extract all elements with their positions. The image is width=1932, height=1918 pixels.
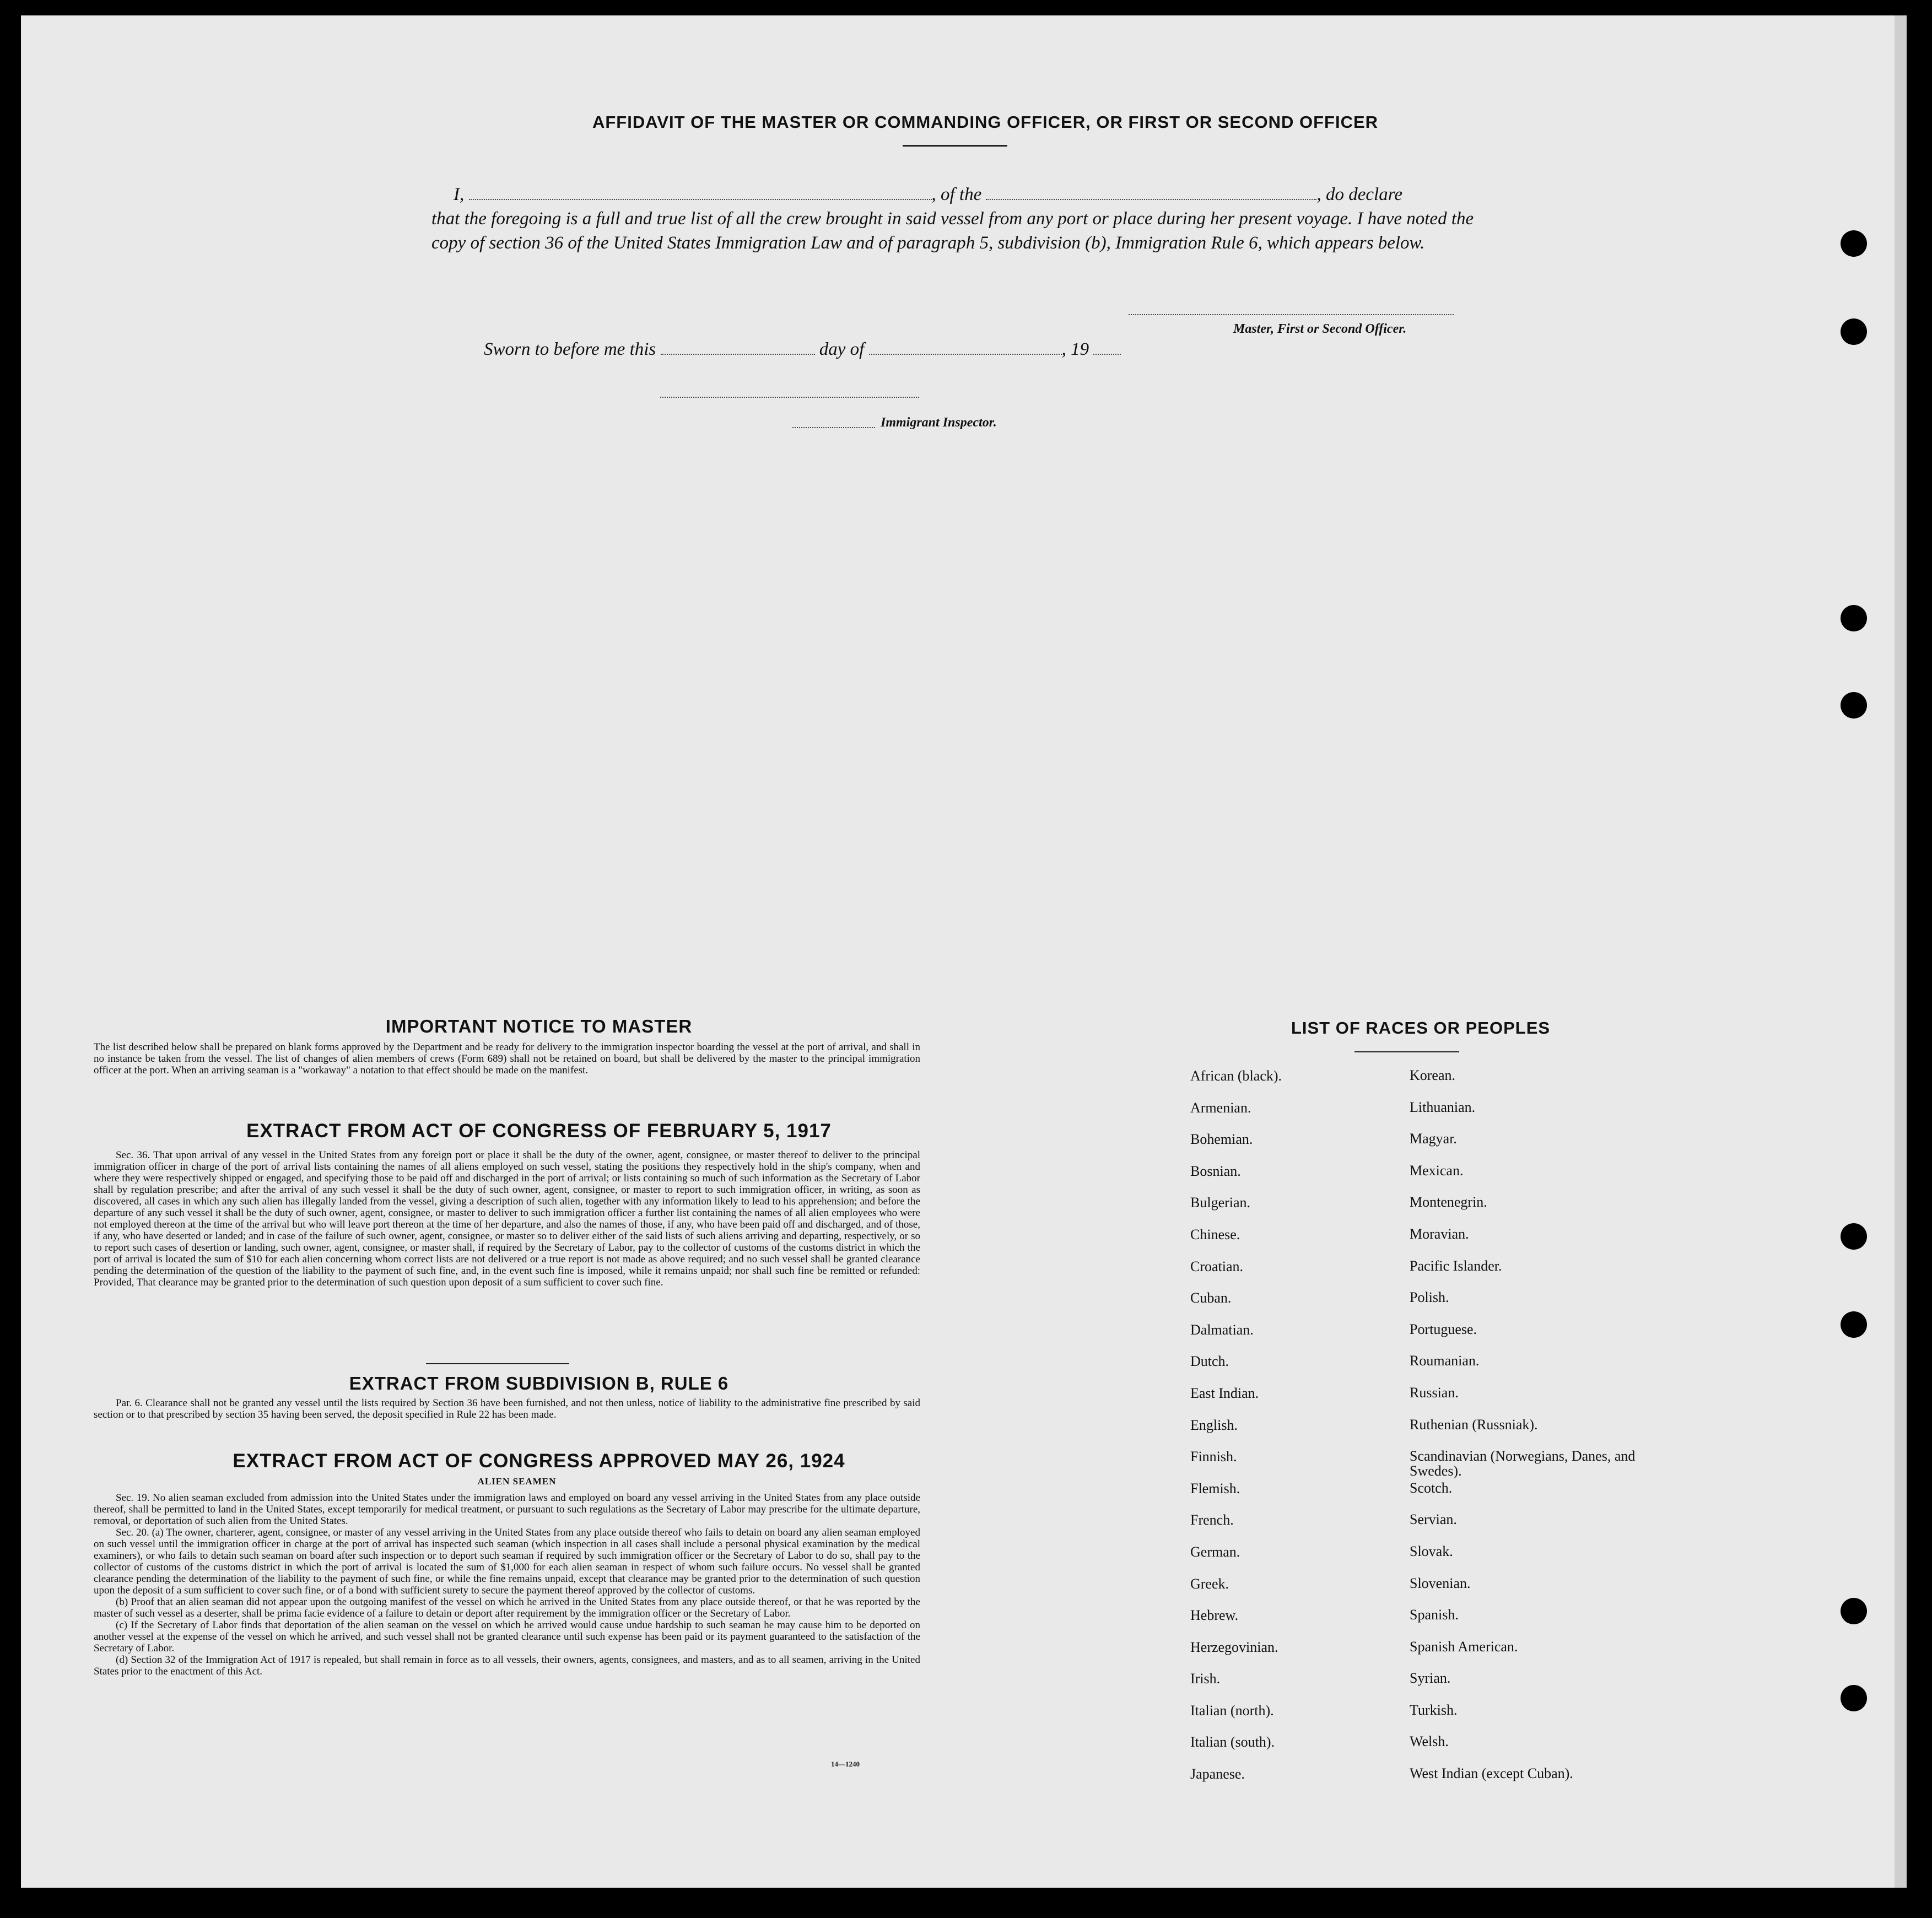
race-left: Hebrew. <box>1190 1607 1239 1624</box>
rule6-title: EXTRACT FROM SUBDIVISION B, RULE 6 <box>349 1373 729 1393</box>
punch-hole <box>1841 230 1867 257</box>
race-left: African (black). <box>1190 1068 1282 1084</box>
race-row <box>1190 1131 1641 1163</box>
page-edge <box>1895 15 1907 1888</box>
race-row <box>1190 1576 1641 1608</box>
race-row <box>1190 1290 1641 1322</box>
extract-1924-body <box>94 1492 920 1677</box>
race-left: Irish. <box>1190 1671 1221 1687</box>
race-row <box>1190 1639 1641 1671</box>
rule6-text: Par. 6. Clearance shall not be granted any vessel until the lists required by Section 36 have been furnished, and not then unless, notice of liability to the administrative fine prescribed by said section or to that prescribed by section 35 having been served, the deposit specified in Rule 22 has been made. <box>94 1397 920 1420</box>
race-right: Ruthenian (Russniak). <box>1410 1416 1538 1433</box>
punch-hole <box>1841 1311 1867 1338</box>
race-left: French. <box>1190 1512 1234 1528</box>
race-row <box>1190 1163 1641 1195</box>
race-right: Welsh. <box>1410 1733 1449 1750</box>
notice-text: The list described below shall be prepared on blank forms approved by the Department and be ready for delivery to the immigration inspector boarding the vessel at the port of arrival, and shall in no instance be taken from the vessel. The list of changes of alien members of crews (Form 689) shall not be retained on board, but shall be delivered by the master to the principal immigration officer at the port. When an arriving seaman is a "workaway" a notation to that effect should be made on the manifest. <box>94 1041 920 1076</box>
punch-hole <box>1841 1223 1867 1250</box>
race-left: Croatian. <box>1190 1258 1244 1274</box>
extract-1917-title: EXTRACT FROM ACT OF CONGRESS OF FEBRUARY 5, 1917 <box>246 1120 832 1142</box>
punch-hole <box>1841 1598 1867 1624</box>
punch-hole <box>1841 1685 1867 1711</box>
race-right: Servian. <box>1410 1511 1457 1528</box>
race-left: Italian (north). <box>1190 1702 1274 1719</box>
race-row <box>1190 1449 1641 1481</box>
notice-title: IMPORTANT NOTICE TO MASTER <box>385 1016 693 1036</box>
year-label: , 19 <box>1061 339 1089 359</box>
race-right: Syrian. <box>1410 1670 1451 1687</box>
race-row <box>1190 1353 1641 1385</box>
race-left: Bohemian. <box>1190 1131 1253 1148</box>
race-right: Russian. <box>1410 1384 1459 1401</box>
race-left: German. <box>1190 1543 1240 1560</box>
race-row <box>1190 1544 1641 1576</box>
sec-20c-paragraph: (c) If the Secretary of Labor finds that deportation of the alien seaman on the vessel on which he arrived would cause undue hardship to such seaman he may cause him to be deported on another vessel at the expense of the vessel on which he arrived, and such vessel shall not be granted clearance until such expense has been paid or its payment guaranteed to the satisfaction of the Secretary of Labor. <box>94 1619 920 1654</box>
inspector-prefix-line[interactable] <box>792 422 875 428</box>
race-right: Slovenian. <box>1410 1575 1471 1591</box>
race-left: Italian (south). <box>1190 1734 1275 1750</box>
month-blank[interactable] <box>869 337 1062 355</box>
of-the-label: , of the <box>931 185 982 204</box>
punch-hole <box>1841 318 1867 345</box>
race-row <box>1190 1385 1641 1417</box>
sworn-line <box>484 337 1255 360</box>
race-left: Bulgerian. <box>1190 1195 1251 1211</box>
race-right: Moravian. <box>1410 1225 1469 1242</box>
sec-20a-paragraph: Sec. 20. (a) The owner, charterer, agent, consignee, or master of any vessel arriving in the United States from any place outside thereof who fails to detain on board any alien seaman employed on such vessel until the immigration officer in charge at the port of arrival has inspected such seaman (which inspection in all cases shall include a personal physical examination by the medical examiners), or who fails to detain such seaman on board after such inspection or to deport such seaman if required by such immigration officer or the Secretary of Labor to do so, shall pay to the collector of customs of the customs district in which the port of arrival is located the sum of $1,000 for each alien seaman in respect of whom such failure occurs. No vessel shall be granted clearance pending the determination of the liability to the payment of such fine, or while the fine remains unpaid, except that clearance may be granted prior to the determination of such question upon the deposit of a sum sufficient to cover such fine, or of a bond with sufficient surety to secure the payment thereof approved by the collector of customs. <box>94 1527 920 1596</box>
race-row <box>1190 1068 1641 1100</box>
day-of-label: day of <box>819 339 865 359</box>
race-left: Herzegovinian. <box>1190 1639 1278 1655</box>
race-left: Dalmatian. <box>1190 1321 1254 1338</box>
race-left: Chinese. <box>1190 1226 1240 1242</box>
alien-seamen-subtitle: ALIEN SEAMEN <box>477 1476 557 1487</box>
race-right: Mexican. <box>1410 1162 1464 1179</box>
race-row <box>1190 1100 1641 1132</box>
races-table <box>1190 1068 1641 1798</box>
race-row <box>1190 1417 1641 1449</box>
master-signature-caption: Master, First or Second Officer. <box>1233 322 1407 336</box>
affidavit-title: AFFIDAVIT OF THE MASTER OR COMMANDING OFFICER, OR FIRST OR SECOND OFFICER <box>592 112 1379 132</box>
punch-hole <box>1841 605 1867 631</box>
race-right: Scandinavian (Norwegians, Danes, and Swedes). <box>1410 1448 1636 1479</box>
race-right: Slovak. <box>1410 1543 1453 1559</box>
name-blank[interactable] <box>469 182 932 200</box>
race-row <box>1190 1671 1641 1703</box>
extract-1917-text: Sec. 36. That upon arrival of any vessel in the United States from any foreign port or place it shall be the duty of the owner, agent, consignee, or master thereof to deliver to the principal immigration officer in charge of the port of arrival lists containing the names of all aliens employed on such vessel, stating the positions they respectively hold in the ship's company, when and where they were respectively shipped or engaged, and specifying those to be paid off and discharged in the port of arrival; or lists containing so much of such information as the Secretary of Labor shall by regulation prescribe; and after the arrival of any such vessel it shall be the duty of such owner, agent, consignee, or master to report to such immigration officer, in writing, as soon as discovered, all cases in which any such alien has illegally landed from the vessel, giving a description of such alien, together with any information likely to lead to his apprehension; and before the departure of any such vessel it shall be the duty of such owner, agent, consignee, or master to deliver to such immigration officer a further list containing the names of all alien employees who were not employed thereon at the time of the arrival but who will leave port thereon at the time of her departure, and also the names of those, if any, who have been paid off and discharged, and of those, if any, who have deserted or landed; and in case of the failure of such owner, agent, consignee, or master so to deliver either of the said lists of such aliens arriving and departing, respectively, or so to report such cases of desertion or landing, such owner, agent, consignee, or master shall, if required by the Secretary of Labor, pay to the collector of customs of the customs district in which the port of arrival is located the sum of $10 for each alien concerning whom correct lists are not delivered or a true report is not made as above required; and no such vessel shall be granted clearance pending the determination of the question of the liability to the payment of such fine, and, in the event such fine is imposed, while it remains unpaid; nor shall such fine be remitted or refunded: Provided, That clearance may be granted prior to the determination of such question upon deposit of a sum sufficient to cover such fine. <box>94 1149 920 1288</box>
race-right: West Indian (except Cuban). <box>1410 1765 1573 1782</box>
race-right: Magyar. <box>1410 1131 1457 1147</box>
race-right: Scotch. <box>1410 1479 1453 1496</box>
races-title-rule <box>1354 1051 1459 1052</box>
race-row <box>1190 1734 1641 1766</box>
document-page <box>21 15 1895 1888</box>
race-row <box>1190 1607 1641 1639</box>
race-right: Polish. <box>1410 1289 1449 1306</box>
sec-19-paragraph: Sec. 19. No alien seaman excluded from admission into the United States under the immigration laws and employed on board any vessel arriving in the United States from any place outside thereof, shall be permitted to land in the United States, except temporarily for medical treatment, or pursuant to such regulations as the Secretary of Labor may prescribe for the ultimate departure, removal, or deportation of such alien from the United States. <box>94 1492 920 1527</box>
race-right: Montenegrin. <box>1410 1194 1487 1211</box>
race-row <box>1190 1322 1641 1354</box>
race-row <box>1190 1766 1641 1798</box>
title-rule <box>903 145 1007 147</box>
race-left: Armenian. <box>1190 1099 1251 1116</box>
inspector-caption: Immigrant Inspector. <box>881 415 997 430</box>
race-left: Bosnian. <box>1190 1163 1241 1179</box>
sec-20d-paragraph: (d) Section 32 of the Immigration Act of 1917 is repealed, but shall remain in force as to all vessels, their owners, agents, consignees, and masters, and as to all seamen, arriving in the United States prior to the enactment of this Act. <box>94 1654 920 1677</box>
race-row <box>1190 1512 1641 1544</box>
race-row <box>1190 1227 1641 1258</box>
race-row <box>1190 1258 1641 1290</box>
affidavit-paragraph: that the foregoing is a full and true list of all the crew brought in said vessel from any port or place during her present voyage. I have noted the copy of section 36 of the United States Immigration Law and of paragraph 5, subdivision (b), Immigration Rule 6, which appears below. <box>431 209 1474 253</box>
affidavit-i-label: I, <box>454 185 465 204</box>
form-number: 14—1240 <box>831 1760 860 1768</box>
year-blank[interactable] <box>1093 337 1121 355</box>
race-left: East Indian. <box>1190 1385 1259 1401</box>
day-blank[interactable] <box>661 337 815 355</box>
race-left: Japanese. <box>1190 1766 1245 1782</box>
sworn-label: Sworn to before me this <box>484 339 656 359</box>
do-declare-label: , do declare <box>1316 185 1402 204</box>
race-row <box>1190 1195 1641 1227</box>
sec-20b-paragraph: (b) Proof that an alien seaman did not appear upon the outgoing manifest of the vessel on which he arrived in the United States from any place outside thereof, or that he was reported by the master of such vessel as a deserter, shall be prima facie evidence of a failure to detain or deport after requirement by the immigration officer or the Secretary of Labor. <box>94 1596 920 1619</box>
race-right: Korean. <box>1410 1067 1456 1083</box>
race-left: Finnish. <box>1190 1449 1237 1465</box>
race-left: Flemish. <box>1190 1480 1240 1496</box>
race-right: Pacific Islander. <box>1410 1257 1502 1274</box>
race-left: Greek. <box>1190 1575 1229 1592</box>
race-left: Cuban. <box>1190 1290 1232 1306</box>
race-left: Dutch. <box>1190 1353 1229 1370</box>
race-right: Spanish American. <box>1410 1638 1518 1655</box>
punch-hole <box>1841 692 1867 718</box>
inspector-signature-line[interactable] <box>660 391 919 398</box>
master-signature-line[interactable] <box>1129 309 1454 315</box>
affidavit-line-1 <box>431 182 1512 205</box>
race-row <box>1190 1481 1641 1512</box>
rule-1 <box>426 1363 569 1364</box>
race-left: English. <box>1190 1417 1238 1433</box>
race-right: Lithuanian. <box>1410 1099 1476 1115</box>
extract-1924-title: EXTRACT FROM ACT OF CONGRESS APPROVED MAY 26, 1924 <box>233 1450 845 1472</box>
race-right: Portuguese. <box>1410 1321 1477 1337</box>
race-row <box>1190 1703 1641 1735</box>
race-right: Spanish. <box>1410 1607 1459 1623</box>
races-title: LIST OF RACES OR PEOPLES <box>1291 1018 1551 1038</box>
race-right: Roumanian. <box>1410 1353 1480 1369</box>
vessel-blank[interactable] <box>986 182 1316 200</box>
race-right: Turkish. <box>1410 1701 1458 1718</box>
